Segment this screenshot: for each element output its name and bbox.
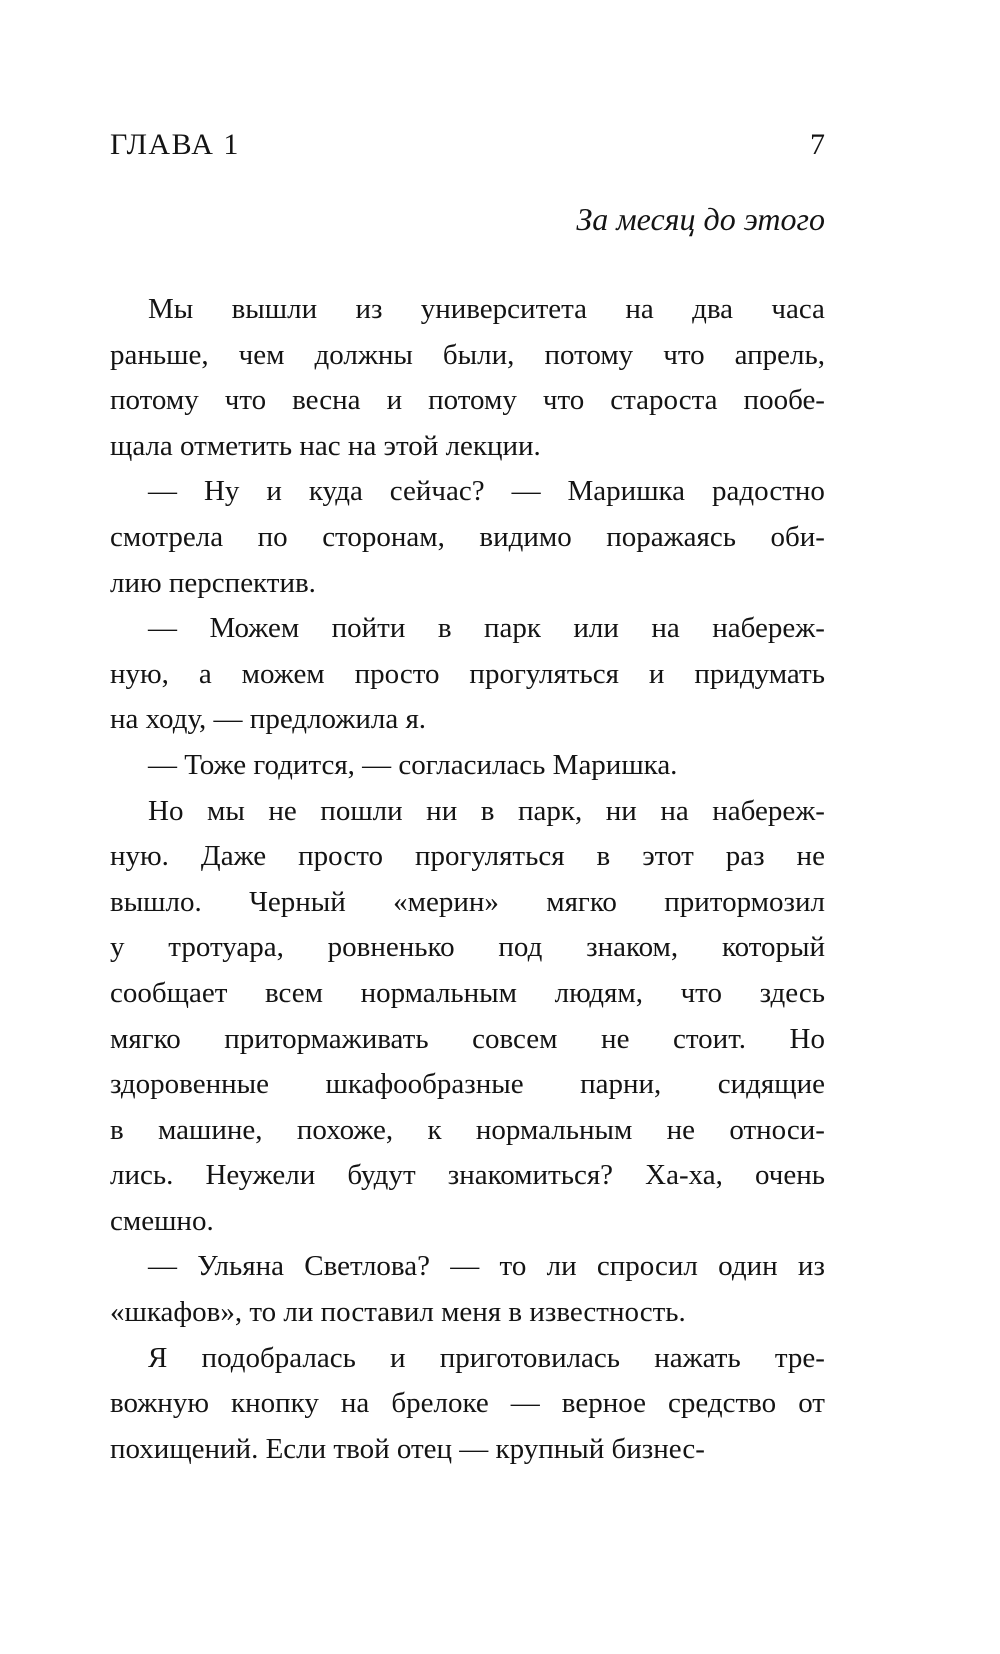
paragraph <box>110 606 825 743</box>
text-line: смотрела по сторонам, видимо поражаясь оби- <box>110 520 825 553</box>
paragraph <box>110 789 825 1245</box>
text-line: вожную кнопку на брелоке — верное средство от <box>110 1387 825 1420</box>
text-line: мягко притормаживать совсем не стоит. Но <box>110 1022 825 1055</box>
text-line: вышло. Черный «мерин» мягко притормозил <box>110 885 825 918</box>
text-line: — Тоже годится, — согласилась Маришка. <box>148 748 678 781</box>
text-line: раньше, чем должны были, потому что апрель, <box>110 338 825 371</box>
text-line: в машине, похоже, к нормальным не относи- <box>110 1113 825 1146</box>
text-line: — Ульяна Светлова? — то ли спросил один из <box>148 1250 825 1283</box>
paragraph <box>110 287 825 469</box>
chapter-label: ГЛАВА 1 <box>110 128 240 161</box>
text-line: Но мы не пошли ни в парк, ни на набереж- <box>148 794 825 827</box>
text-line: лись. Неужели будут знакомиться? Ха-ха, очень <box>110 1159 825 1192</box>
text-line: сообщает всем нормальным людям, что здесь <box>110 976 825 1009</box>
running-header <box>110 130 825 160</box>
text-line: — Можем пойти в парк или на набереж- <box>148 612 825 645</box>
text-line: ную, а можем просто прогуляться и придумать <box>110 657 825 690</box>
section-subtitle: За месяц до этого <box>576 201 825 237</box>
text-line: потому что весна и потому что староста пообе- <box>110 384 825 417</box>
text-line: ную. Даже просто прогуляться в этот раз не <box>110 840 825 873</box>
paragraph <box>110 1336 825 1473</box>
text-line: щала отметить нас на этой лекции. <box>110 429 541 462</box>
text-line: — Ну и куда сейчас? — Маришка радостно <box>148 475 825 508</box>
paragraph <box>110 469 825 606</box>
text-line: Я подобралась и приготовилась нажать тре- <box>148 1341 825 1374</box>
text-line: смешно. <box>110 1204 214 1237</box>
text-line: здоровенные шкафообразные парни, сидящие <box>110 1068 825 1101</box>
text-line: Мы вышли из университета на два часа <box>148 293 825 325</box>
body-text <box>110 287 825 1472</box>
text-line: похищений. Если твой отец — крупный бизнес- <box>110 1432 705 1465</box>
text-line: у тротуара, ровненько под знаком, который <box>110 931 825 964</box>
text-line: «шкафов», то ли поставил меня в известность. <box>110 1296 686 1329</box>
text-line: лию перспектив. <box>110 566 316 599</box>
page-number: 7 <box>810 128 825 161</box>
text-line: на ходу, — предложила я. <box>110 703 427 736</box>
paragraph <box>110 1244 825 1335</box>
paragraph <box>110 743 825 789</box>
